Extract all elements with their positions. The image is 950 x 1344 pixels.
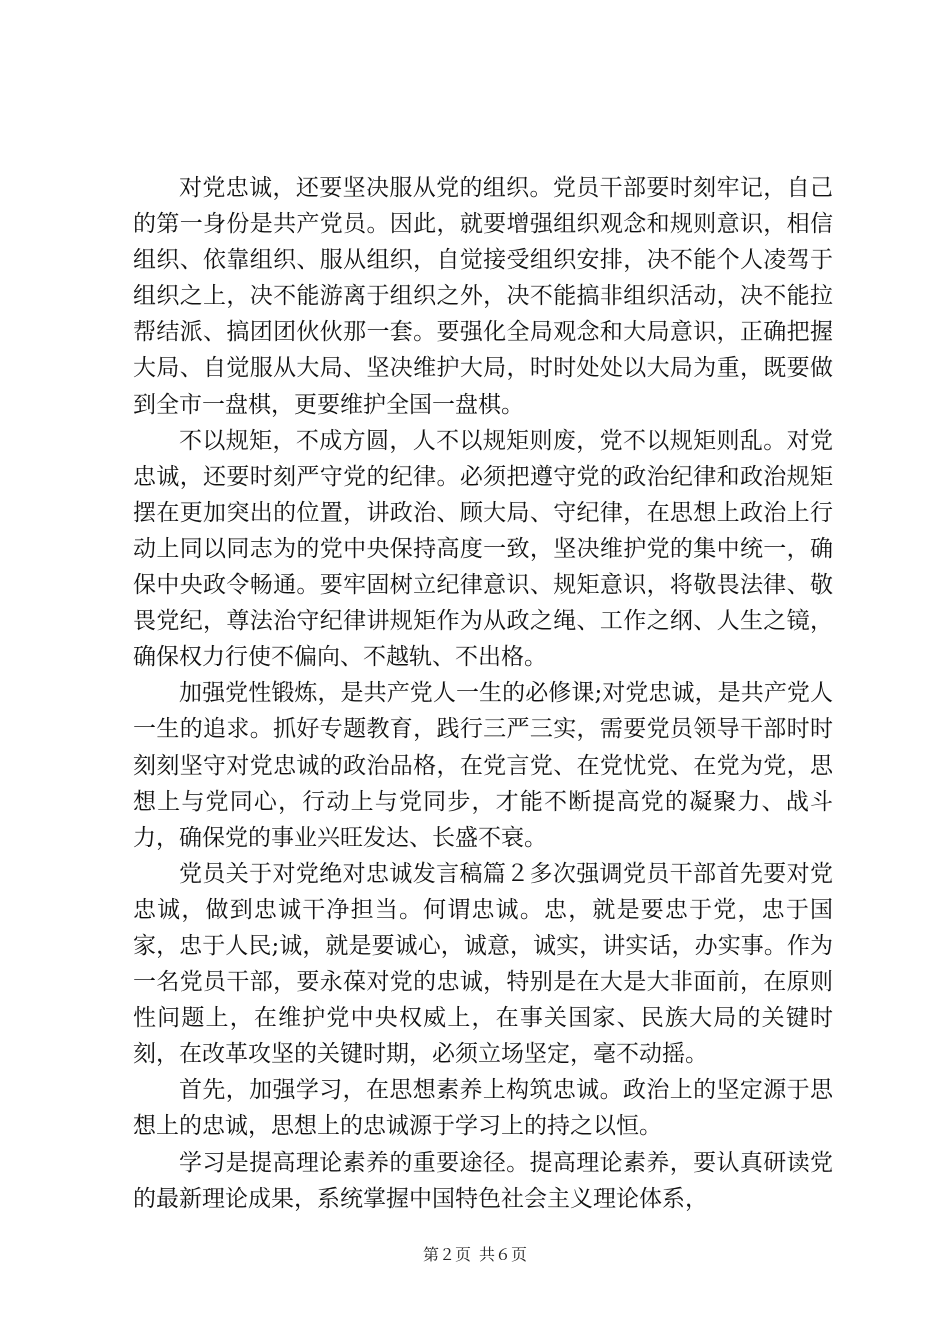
paragraph: 学习是提高理论素养的重要途径。提高理论素养，要认真研读党的最新理论成果，系统掌握中国特色社会主义理论体系， [133, 1149, 833, 1212]
paragraph: 对党忠诚，还要坚决服从党的组织。党员干部要时刻牢记，自己的第一身份是共产党员。因此，就要增强组织观念和规则意识，相信组织、依靠组织、服从组织，自觉接受组织安排，决不能个人凌驾于组织之上，决不能游离于组织之外，决不能搞非组织活动，决不能拉帮结派、搞团团伙伙那一套。要强化全局观念和大局意识，正确把握大局、自觉服从大局、坚决维护大局，时时处处以大局为重，既要做到全市一盘棋，更要维护全国一盘棋。 [133, 175, 833, 418]
page-footer [0, 1245, 950, 1265]
page-total: 共６页 [479, 1245, 528, 1264]
page-number: 第２页 [422, 1245, 471, 1264]
paragraph: 党员关于对党绝对忠诚发言稿篇２多次强调党员干部首先要对党忠诚，做到忠诚干净担当。何谓忠诚。忠，就是要忠于党，忠于国家，忠于人民;诚，就是要诚心，诚意，诚实，讲实话，办实事。作为一名党员干部，要永葆对党的忠诚，特别是在大是大非面前，在原则性问题上，在维护党中央权威上，在事关国家、民族大局的关键时刻，在改革攻坚的关键时期，必须立场坚定，毫不动摇。 [133, 860, 833, 1068]
paragraph: 加强党性锻炼，是共产党人一生的必修课;对党忠诚，是共产党人一生的追求。抓好专题教育，践行三严三实，需要党员领导干部时时刻刻坚守对党忠诚的政治品格，在党言党、在党忧党、在党为党，思想上与党同心，行动上与党同步，才能不断提高党的凝聚力、战斗力，确保党的事业兴旺发达、长盛不衰。 [133, 680, 833, 851]
paragraph: 首先，加强学习，在思想素养上构筑忠诚。政治上的坚定源于思想上的忠诚，思想上的忠诚源于学习上的持之以恒。 [133, 1077, 833, 1140]
paragraph: 不以规矩，不成方圆，人不以规矩则废，党不以规矩则乱。对党忠诚，还要时刻严守党的纪律。必须把遵守党的政治纪律和政治规矩摆在更加突出的位置，讲政治、顾大局、守纪律，在思想上政治上行动上同以同志为的党中央保持高度一致，坚决维护党的集中统一，确保中央政令畅通。要牢固树立纪律意识、规矩意识，将敬畏法律、敬畏党纪，尊法治守纪律讲规矩作为从政之绳、工作之纲、人生之镜，确保权力行使不偏向、不越轨、不出格。 [133, 427, 833, 671]
document-body [133, 170, 833, 1217]
